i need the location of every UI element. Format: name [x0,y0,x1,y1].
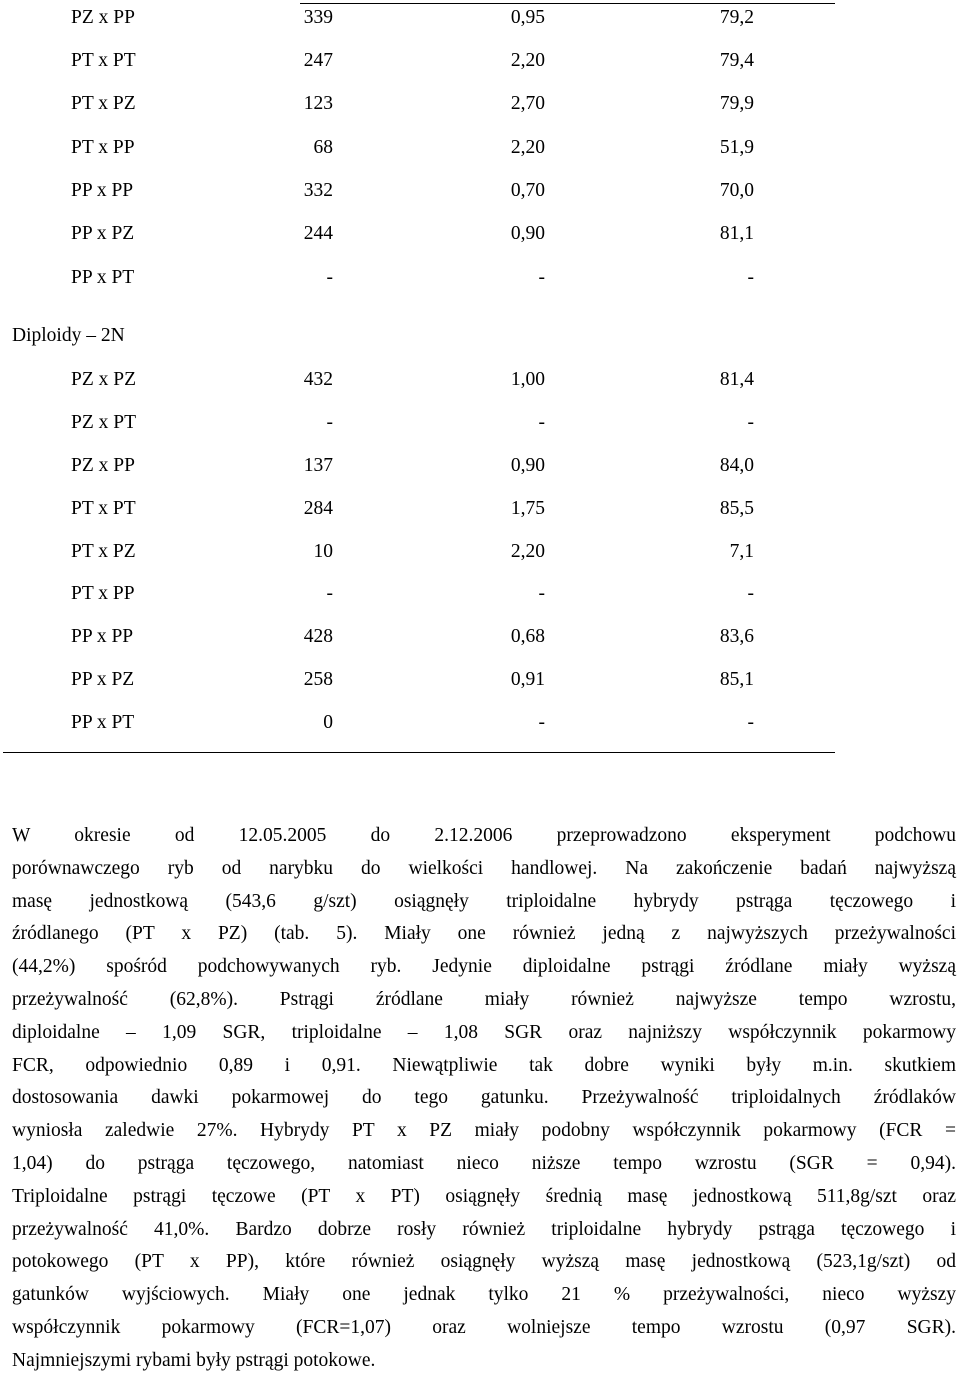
value-cell: 79,9 [719,93,754,114]
paragraph-line: dostosowania dawki pokarmowej do tego gatunku. Przeżywalność triploidalnych źródlaków [12,1087,956,1109]
table-row [0,623,960,651]
paragraph-line: W okresie od 12.05.2005 do 2.12.2006 przeprowadzono eksperyment podchowu [12,825,956,846]
cross-label: PZ x PP [71,7,135,28]
value-cell: 81,1 [719,223,754,244]
body-paragraph [12,820,956,1378]
value-cell: 2,20 [510,137,545,158]
paragraph-line: Triploidalne pstrągi tęczowe (PT x PT) osiągnęły średnią masę jednostkową 511,8g/szt oraz [12,1185,956,1207]
paragraph-line: wyniosła zaledwie 27%. Hybrydy PT x PZ miały podobny współczynnik pokarmowy (FCR = [12,1120,956,1142]
paragraph-line: porównawczego ryb od narybku do wielkości handlowej. Na zakończenie badań najwyższą [12,857,956,879]
cross-label: PP x PT [71,712,135,733]
count-cell: 244 [303,223,333,244]
paragraph-line: masę jednostkową (543,6 g/szt) osiągnęły triploidalne hybrydy pstrąga tęczowego i [12,890,956,912]
cross-label: PT x PT [71,50,136,71]
value-cell: - [538,583,545,604]
table-row [0,666,960,694]
count-cell: 428 [303,626,333,647]
table-row [0,177,960,205]
value-cell: 84,0 [719,455,754,476]
paragraph-line: diploidalne – 1,09 SGR, triploidalne – 1,08 SGR oraz najniższy współczynnik pokarmowy [12,1021,956,1043]
cross-label: PP x PZ [71,223,135,244]
table-row [0,538,960,566]
count-cell: 284 [303,498,333,519]
value-cell: 85,1 [719,669,754,690]
table-row [0,4,960,32]
paragraph-line: źródlanego (PT x PZ) (tab. 5). Miały one również jedną z najwyższych przeżywalności [12,923,956,945]
paragraph-line: FCR, odpowiednio 0,89 i 0,91. Niewątpliwie tak dobre wyniki były m.in. skutkiem [12,1054,956,1076]
table-row [0,409,960,437]
count-cell: - [326,412,333,433]
cross-label: PT x PZ [71,541,136,562]
paragraph-line: potokowego (PT x PP), które również osiągnęły wyższą masę jednostkową (523,1g/szt) od [12,1251,956,1273]
count-cell: 0 [323,712,333,733]
cross-label: PP x PP [71,626,134,647]
value-cell: 0,91 [510,669,545,690]
value-cell: - [538,412,545,433]
paragraph-line: przeżywalność 41,0%. Bardzo dobrze rosły również triploidalne hybrydy pstrąga tęczowego i [12,1218,956,1240]
paragraph-line: Najmniejszymi rybami były pstrągi potokowe. [12,1349,376,1371]
cross-label: PZ x PT [71,412,137,433]
cross-label: PP x PP [71,180,134,201]
value-cell: 7,1 [729,541,754,562]
count-cell: 432 [303,369,333,390]
value-cell: - [747,267,754,288]
value-cell: 51,9 [719,137,754,158]
cross-label: PZ x PZ [71,369,137,390]
value-cell: 85,5 [719,498,754,519]
count-cell: 10 [313,541,333,562]
value-cell: 79,2 [719,7,754,28]
cross-label: PT x PT [71,498,136,519]
value-cell: 2,70 [510,93,545,114]
value-cell: - [538,267,545,288]
count-cell: 68 [313,137,333,158]
value-cell: - [747,583,754,604]
paragraph-line: współczynnik pokarmowy (FCR=1,07) oraz wolniejsze tempo wzrostu (0,97 SGR). [12,1316,956,1338]
table-row [0,366,960,394]
table-row [0,580,960,608]
table-row [0,134,960,162]
value-cell: - [538,712,545,733]
value-cell: 0,95 [510,7,545,28]
value-cell: 83,6 [719,626,754,647]
table-row [0,47,960,75]
table-row [0,709,960,737]
cross-label: PP x PT [71,267,135,288]
table-bottom-rule [3,752,835,753]
cross-label: PT x PP [71,137,135,158]
cross-label: PP x PZ [71,669,135,690]
paragraph-line: (44,2%) spośród podchowywanych ryb. Jedynie diploidalne pstrągi źródlane miały wyższą [12,956,956,978]
value-cell: 81,4 [719,369,754,390]
count-cell: 247 [303,50,333,71]
paragraph-line: gatunków wyjściowych. Miały one jednak tylko 21 % przeżywalności, nieco wyższy [12,1284,956,1306]
count-cell: 339 [303,7,333,28]
value-cell: 0,70 [510,180,545,201]
table-row [0,264,960,292]
count-cell: 137 [303,455,333,476]
count-cell: - [326,267,333,288]
value-cell: 70,0 [719,180,754,201]
count-cell: 123 [303,93,333,114]
table-row [0,220,960,248]
value-cell: 0,90 [510,455,545,476]
value-cell: - [747,712,754,733]
value-cell: 1,00 [510,369,545,390]
value-cell: 2,20 [510,541,545,562]
table-row [0,90,960,118]
cross-label: PT x PP [71,583,135,604]
value-cell: - [747,412,754,433]
cross-label: PT x PZ [71,93,136,114]
value-cell: 79,4 [719,50,754,71]
count-cell: - [326,583,333,604]
value-cell: 2,20 [510,50,545,71]
table-row [0,495,960,523]
table-row [0,452,960,480]
value-cell: 1,75 [510,498,545,519]
cross-label: PZ x PP [71,455,135,476]
count-cell: 258 [303,669,333,690]
section-label-diploid: Diploidy – 2N [12,325,125,346]
value-cell: 0,68 [510,626,545,647]
paragraph-line: 1,04) do pstrąga tęczowego, natomiast nieco niższe tempo wzrostu (SGR = 0,94). [12,1152,956,1174]
paragraph-line: przeżywalność (62,8%). Pstrągi źródlane miały również najwyższe tempo wzrostu, [12,988,956,1010]
count-cell: 332 [303,180,333,201]
value-cell: 0,90 [510,223,545,244]
